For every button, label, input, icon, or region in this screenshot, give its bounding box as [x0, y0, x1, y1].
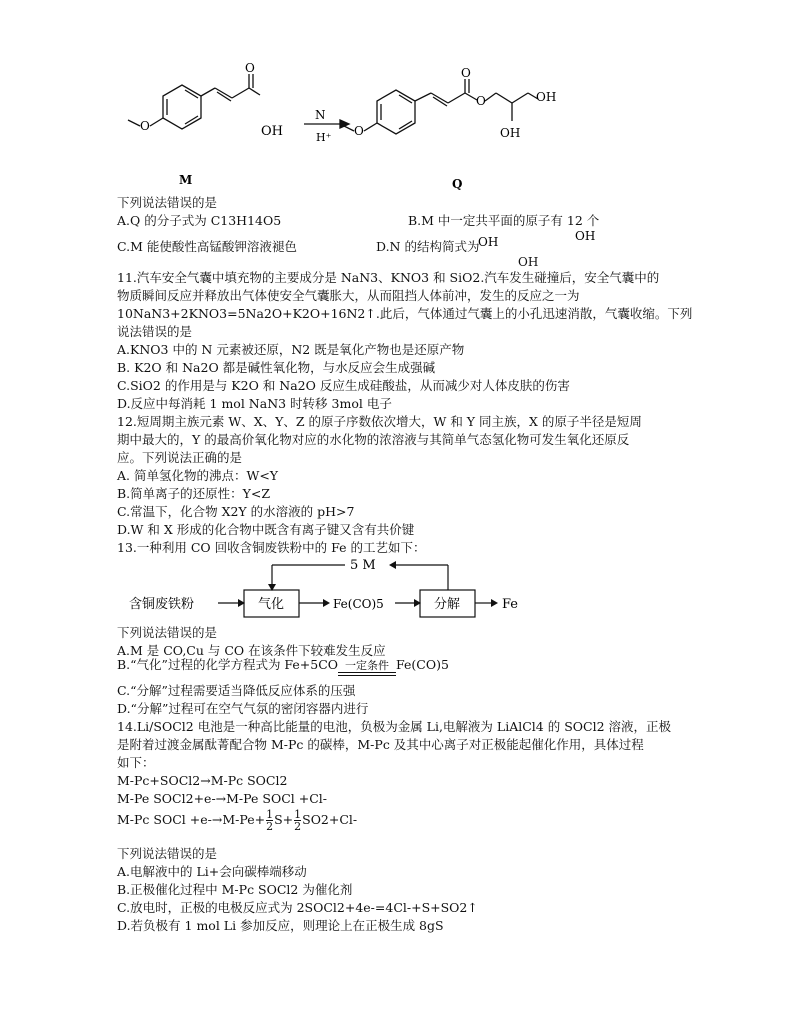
q13-stem: 下列说法错误的是: [117, 625, 218, 640]
reaction-scheme: [0, 0, 794, 195]
o-label-q-methoxy: O: [354, 124, 364, 138]
q10-option-d: D.N 的结构简式为: [376, 239, 480, 254]
condition-arrow: [338, 660, 396, 676]
q10-option-c: C.M 能使酸性高锰酸钾溶液褪色: [117, 239, 297, 254]
o-label-q-carbonyl: O: [461, 66, 471, 80]
molecule-q-ring: [377, 90, 415, 134]
svg-text:OH: OH: [478, 235, 499, 249]
q10-option-a: A.Q 的分子式为 C13H14O5: [117, 213, 282, 228]
q11-line-4: 说法错误的是: [117, 324, 193, 339]
q13-option-c: C.“分解”过程需要适当降低反应体系的压强: [117, 683, 356, 698]
o-label-m-methoxy: O: [140, 119, 150, 133]
q10-option-b: B.M 中一定共平面的原子有 12 个: [408, 213, 600, 228]
q13-option-a: A.M 是 CO,Cu 与 CO 在该条件下较难发生反应: [117, 643, 386, 658]
q14-option-a: A.电解液中的 Li+会向碳棒端移动: [117, 864, 307, 879]
q10-stem: 下列说法错误的是: [117, 195, 218, 210]
fraction-half-1: $\frac{1}{2}$: [266, 808, 274, 833]
catalyst-label: H⁺: [316, 131, 332, 144]
oh-label-m: OH: [261, 124, 283, 139]
step-decompose-label: 分解: [434, 597, 461, 612]
q13-option-b: [117, 657, 449, 676]
q11-line-1: 11.汽车安全气囊中填充物的主要成分是 NaN3、KNO3 和 SiO2.汽车发生碰撞后，安全气囊中的: [117, 270, 660, 285]
molecule-m-label: M: [179, 173, 193, 187]
q12-option-a: A. 简单氢化物的沸点：W<Y: [117, 468, 279, 483]
process-flow: [0, 555, 794, 631]
q14-line-3: 如下：: [117, 755, 155, 770]
reagent-label: N: [315, 108, 326, 122]
recycle-label: 5 M: [350, 558, 376, 573]
q12-line-1: 12.短周期主族元素 W、X、Y、Z 的原子序数依次增大，W 和 Y 同主族，X 的原子半径是短周: [117, 414, 642, 429]
condition-label: 一定条件: [345, 659, 390, 672]
q14-step-1: M-Pc+SOCl2→M-Pc SOCl2: [117, 773, 288, 788]
q14-option-d: D.若负极有 1 mol Li 参加反应，则理论上在正极生成 8gS: [117, 918, 444, 933]
q11-option-a: A.KNO3 中的 N 元素被还原，N2 既是氧化产物也是还原产物: [117, 342, 465, 357]
q11-option-b: B. K2O 和 Na2O 都是碱性氧化物，与水反应会生成强碱: [117, 360, 436, 375]
q14-step-2: M-Pe SOCl2+e-→M-Pe SOCl +Cl-: [117, 791, 327, 806]
q11-option-d: D.反应中每消耗 1 mol NaN3 时转移 3mol 电子: [117, 396, 392, 411]
oh-label-q-2: OH: [536, 90, 557, 104]
q12-option-b: B.简单离子的还原性：Y<Z: [117, 486, 271, 501]
intermediate-label: Fe(CO)5: [333, 597, 384, 611]
svg-text:OH: OH: [575, 229, 596, 243]
n-structure-labels: [0, 224, 794, 254]
q14-step-3: M-Pc SOCl +e-→M-Pe+ $\frac{1}{2}$ S+ $\frac{1}{2}$ SO2+Cl-: [117, 808, 358, 833]
q13-option-b-pre: B.“气化”过程的化学方程式为 Fe+5CO: [117, 657, 339, 672]
oh-label-q-1: OH: [500, 126, 521, 140]
q14-line-1: 14.Li/SOCl2 电池是一种高比能量的电池，负极为金属 Li,电解液为 LiAlCl4 的 SOCl2 溶液，正极: [117, 719, 671, 734]
q11-option-c: C.SiO2 的作用是与 K2O 和 Na2O 反应生成硅酸盐，从而减少对人体皮肤的伤害: [117, 378, 570, 393]
n-structure-oh-bottom: OH: [518, 255, 539, 269]
molecule-m-ring: [163, 85, 201, 129]
q13-option-b-post: Fe(CO)5: [396, 657, 449, 672]
o-label-m-carbonyl: O: [245, 61, 255, 75]
q12-line-3: 应。下列说法正确的是: [117, 450, 243, 465]
q12-option-c: C.常温下，化合物 X2Y 的水溶液的 pH>7: [117, 504, 355, 519]
q14-stem: 下列说法错误的是: [117, 846, 218, 861]
q11-line-2: 物质瞬间反应并释放出气体使安全气囊胀大，从而阻挡人体前冲，发生的反应之一为: [117, 288, 580, 303]
q13-intro: 13.一种利用 CO 回收含铜废铁粉中的 Fe 的工艺如下：: [117, 540, 426, 555]
q14-line-2: 是附着过渡金属酞菁配合物 M-Pc 的碳棒，M-Pc 及其中心离子对正极能起催化作用，具体过程: [117, 737, 644, 752]
q11-line-3: 10NaN3+2KNO3=5Na2O+K2O+16N2↑.此后，气体通过气囊上的小孔迅速消散，气囊收缩。下列: [117, 306, 693, 321]
q14-option-b: B.正极催化过程中 M-Pc SOCl2 为催化剂: [117, 882, 353, 897]
molecule-q-label: Q: [452, 177, 463, 191]
fraction-half-2: $\frac{1}{2}$: [294, 808, 302, 833]
step-gasify-label: 气化: [258, 597, 285, 612]
q14-option-c: C.放电时，正极的电极反应式为 2SOCl2+4e-=4Cl-+S+SO2↑: [117, 900, 478, 915]
q12-option-d: D.W 和 X 形成的化合物中既含有离子键又含有共价键: [117, 522, 415, 537]
q12-line-2: 期中最大的，Y 的最高价氧化物对应的水化物的浓溶液与其简单气态氢化物可发生氧化还原反: [117, 432, 630, 447]
product-label: Fe: [502, 597, 519, 612]
o-label-q-ester: O: [476, 94, 486, 108]
q13-option-d: D.“分解”过程可在空气气氛的密闭容器内进行: [117, 701, 369, 716]
feed-label: 含铜废铁粉: [129, 597, 195, 612]
